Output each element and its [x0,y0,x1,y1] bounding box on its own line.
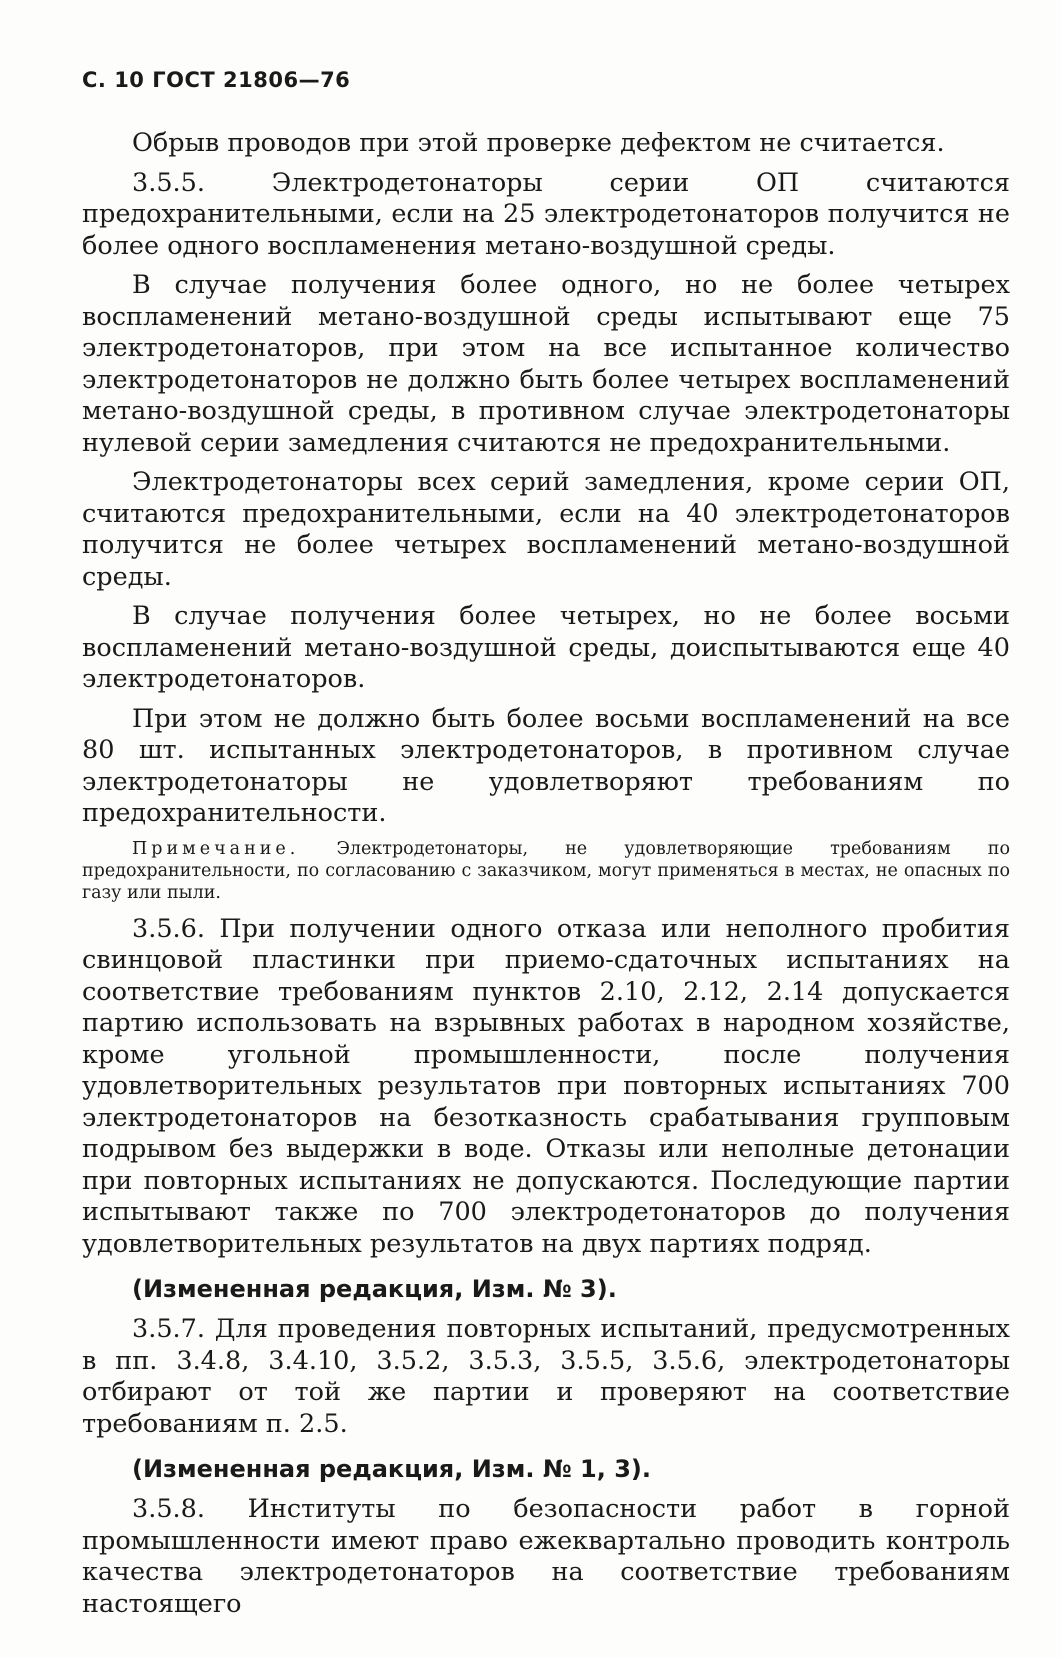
page-header: С. 10 ГОСТ 21806—76 [82,68,351,92]
amendment-note-2: (Измененная редакция, Изм. № 1, 3). [132,1455,651,1483]
paragraph-3-5-6: 3.5.6. При получении одного отказа или неполного пробития свинцовой пластинки при приемо-сдаточных испытаниях на соответствие требованиям пунктов 2.10, 2.12, 2.14 допускается партию использовать на взрывных работах в народном хозяйстве, кроме угольной промышленности, после получения удовлетворительных результатов при повторных испытаниях 700 электродетонаторов на безотказность срабатывания групповым подрывом без выдержки в воде. Отказы или неполные детонации при повторных испытаниях не допускаются. Последующие партии испытывают также по 700 электродетонаторов до получения удовлетворительных результатов на двух партиях подряд. [82,913,1010,1259]
note-label: Примечание. [132,838,300,859]
paragraph-eighty-units: При этом не должно быть более восьми воспламенений на все 80 шт. испытанных электродетонаторов, в противном случае электродетонаторы не удовлетворяют требованиям по предохранительности. [82,703,1010,828]
note [82,838,1010,904]
paragraph-retest-40: В случае получения более четырех, но не более восьми воспламенений метано-воздушной среды, доиспытываются еще 40 электродетонаторов. [82,601,1010,694]
paragraph-wire-break: Обрыв проводов при этой проверке дефектом не считается. [132,128,945,158]
paragraph-retest-75: В случае получения более одного, но не более четырех воспламенений метано-воздушной среды испытывают еще 75 электродетонаторов, при этом на все испытанное количество электродетонаторов не должно быть более четырех воспламенений метано-воздушной среды, в противном случае электродетонаторы нулевой серии замедления считаются не предохранительными. [82,270,1010,458]
paragraph-3-5-8: 3.5.8. Институты по безопасности работ в горной промышленности имеют право ежеквартально проводить контроль качества электродетонаторов на соответствие требованиям настоящего [82,1494,1010,1619]
page-content [82,128,1010,1628]
amendment-note-1: (Измененная редакция, Изм. № 3). [132,1275,617,1303]
note-text: Электродетонаторы, не удовлетворяющие требованиям по предохранительности, по согласованию с заказчиком, могут применяться в местах, не опасных по газу или пыли. [82,838,1010,903]
paragraph-3-5-7: 3.5.7. Для проведения повторных испытаний, предусмотренных в пп. 3.4.8, 3.4.10, 3.5.2, 3.5.3, 3.5.5, 3.5.6, электродетонаторы отбирают от той же партии и проверяют на соответствие требованиям п. 2.5. [82,1314,1010,1439]
paragraph-3-5-5: 3.5.5. Электродетонаторы серии ОП считаются предохранительными, если на 25 электродетонаторов получится не более одного воспламенения метано-воздушной среды. [82,167,1010,261]
paragraph-all-series: Электродетонаторы всех серий замедления, кроме серии ОП, считаются предохранительными, если на 40 электродетонаторов получится не более четырех воспламенений метано-воздушной среды. [82,467,1010,592]
